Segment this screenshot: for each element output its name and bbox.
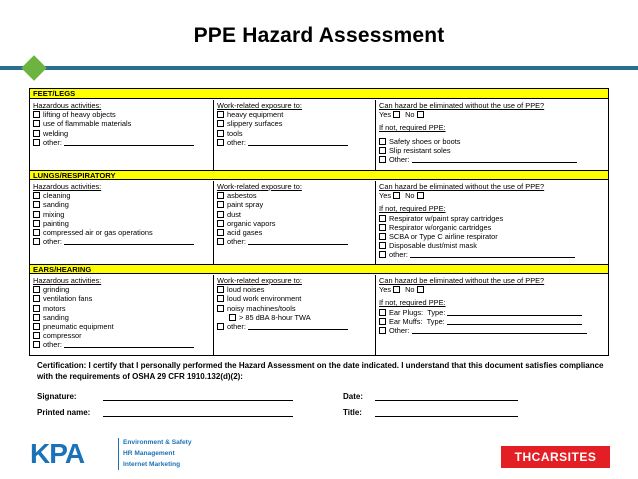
activity-item: compressed air or gas operations (33, 228, 211, 237)
no-checkbox[interactable] (417, 192, 424, 199)
checkbox[interactable] (33, 305, 40, 312)
checkbox[interactable] (33, 238, 40, 245)
activity-item: other: (33, 138, 211, 147)
checkbox[interactable] (217, 295, 224, 302)
diamond-icon (21, 55, 46, 80)
ppe-item: Other: (379, 326, 605, 335)
activity-item: pneumatic equipment (33, 322, 211, 331)
column-divider (375, 275, 376, 356)
date-label: Date: (343, 392, 364, 401)
ppe-item: Safety shoes or boots (379, 137, 605, 146)
ears-activities (33, 276, 211, 350)
checkbox[interactable] (33, 139, 40, 146)
checkbox[interactable] (217, 111, 224, 118)
other-line[interactable] (248, 323, 348, 330)
checkbox[interactable] (217, 238, 224, 245)
lungs-exposure (217, 182, 373, 246)
checkbox[interactable] (33, 201, 40, 208)
exposure-item: asbestos (217, 191, 373, 200)
checkbox[interactable] (33, 229, 40, 236)
checkbox[interactable] (217, 201, 224, 208)
checkbox[interactable] (379, 138, 386, 145)
column-divider (375, 100, 376, 170)
checkbox[interactable] (217, 211, 224, 218)
yes-checkbox[interactable] (393, 111, 400, 118)
checkbox[interactable] (33, 111, 40, 118)
exposure-item: acid gases (217, 228, 373, 237)
kpa-logo: KPA (30, 438, 85, 469)
checkbox[interactable] (229, 314, 236, 321)
exposure-item: organic vapors (217, 219, 373, 228)
eliminate-question: Can hazard be eliminated without the use of PPE? (379, 182, 545, 191)
printed-name-label: Printed name: (37, 408, 91, 417)
feet-exposure (217, 101, 373, 147)
checkbox[interactable] (379, 242, 386, 249)
kpa-tagline: HR Management (123, 450, 175, 457)
exposure-label: Work-related exposure to: (217, 101, 302, 110)
type-line[interactable] (447, 318, 582, 325)
activities-label: Hazardous activities: (33, 182, 102, 191)
checkbox[interactable] (217, 286, 224, 293)
assessment-form (29, 88, 609, 356)
no-checkbox[interactable] (417, 111, 424, 118)
certification-text: Certification: I certify that I personally performed the Hazard Assessment on the date indicated. I understand that this document satisfies compliance with the requirements of OSHA 29 CFR 1910.132(d)(2): (37, 361, 604, 381)
yes-no-row: Yes No (379, 110, 605, 119)
ears-exposure (217, 276, 373, 331)
column-divider (213, 100, 214, 170)
exposure-item: other: (217, 322, 373, 331)
checkbox[interactable] (217, 323, 224, 330)
kpa-tagline: Internet Marketing (123, 461, 181, 468)
yes-checkbox[interactable] (393, 286, 400, 293)
title-label: Title: (343, 408, 362, 417)
eliminate-question: Can hazard be eliminated without the use of PPE? (379, 101, 545, 110)
title-line[interactable] (375, 416, 518, 417)
activity-item: other: (33, 237, 211, 246)
yes-no-row: Yes No (379, 285, 605, 294)
activities-label: Hazardous activities: (33, 276, 102, 285)
other-line[interactable] (248, 238, 348, 245)
if-not-label: If not, required PPE: (379, 298, 446, 308)
no-checkbox[interactable] (417, 286, 424, 293)
activity-item: painting (33, 219, 211, 228)
checkbox[interactable] (217, 192, 224, 199)
exposure-item: loud noises (217, 285, 373, 294)
exposure-item: paint spray (217, 200, 373, 209)
activity-item: other: (33, 340, 211, 349)
other-line[interactable] (64, 341, 194, 348)
checkbox[interactable] (217, 305, 224, 312)
exposure-item: loud work environment (217, 294, 373, 303)
checkbox[interactable] (217, 139, 224, 146)
exposure-item: noisy machines/tools (217, 304, 373, 313)
exposure-label: Work-related exposure to: (217, 276, 302, 285)
type-line[interactable] (447, 309, 582, 316)
section-header-ears: EARS/HEARING (30, 264, 608, 274)
yes-no-row: Yes No (379, 191, 605, 200)
ppe-item: Ear Muffs: Type: (379, 317, 605, 326)
ppe-item: SCBA or Type C airline respirator (379, 232, 605, 241)
ppe-item: Respirator w/paint spray cartridges (379, 214, 605, 223)
checkbox[interactable] (217, 120, 224, 127)
checkbox[interactable] (379, 318, 386, 325)
checkbox[interactable] (33, 314, 40, 321)
activity-item: grinding (33, 285, 211, 294)
activity-item: use of flammable materials (33, 119, 211, 128)
yes-checkbox[interactable] (393, 192, 400, 199)
checkbox[interactable] (33, 211, 40, 218)
ears-ppe (379, 276, 605, 335)
other-line[interactable] (64, 139, 194, 146)
ppe-item: Ear Plugs: Type: (379, 308, 605, 317)
activity-item: motors (33, 304, 211, 313)
ppe-item: Disposable dust/mist mask (379, 241, 605, 250)
exposure-label: Work-related exposure to: (217, 182, 302, 191)
thcarsites-logo: THCARSITES (501, 446, 610, 468)
ppe-item: Other: (379, 155, 605, 164)
header-divider (0, 66, 638, 70)
if-not-label: If not, required PPE: (379, 204, 446, 214)
checkbox[interactable] (379, 147, 386, 154)
checkbox[interactable] (33, 332, 40, 339)
checkbox[interactable] (33, 295, 40, 302)
exposure-item: slippery surfaces (217, 119, 373, 128)
activity-item: compressor (33, 331, 211, 340)
column-divider (213, 275, 214, 356)
activity-item: lifting of heavy objects (33, 110, 211, 119)
feet-activities (33, 101, 211, 147)
column-divider (375, 181, 376, 264)
checkbox[interactable] (33, 192, 40, 199)
lungs-ppe (379, 182, 605, 260)
kpa-tagline: Environment & Safety (123, 439, 192, 446)
lungs-activities (33, 182, 211, 246)
printed-name-line[interactable] (103, 416, 293, 417)
section-header-feet-legs: FEET/LEGS (30, 89, 608, 99)
checkbox[interactable] (379, 251, 386, 258)
activities-label: Hazardous activities: (33, 101, 102, 110)
exposure-item: other: (217, 138, 373, 147)
if-not-label: If not, required PPE: (379, 123, 446, 133)
checkbox[interactable] (33, 220, 40, 227)
ppe-item: other: (379, 250, 605, 259)
ppe-item: Slip resistant soles (379, 146, 605, 155)
exposure-item: tools (217, 129, 373, 138)
exposure-item: other: (217, 237, 373, 246)
checkbox[interactable] (379, 309, 386, 316)
checkbox[interactable] (33, 130, 40, 137)
activity-item: ventilation fans (33, 294, 211, 303)
checkbox[interactable] (217, 229, 224, 236)
activity-item: cleaning (33, 191, 211, 200)
exposure-item: > 85 dBA 8-hour TWA (217, 313, 373, 322)
checkbox[interactable] (33, 286, 40, 293)
other-line[interactable] (64, 238, 194, 245)
checkbox[interactable] (379, 233, 386, 240)
checkbox[interactable] (33, 323, 40, 330)
checkbox[interactable] (33, 341, 40, 348)
activity-item: sanding (33, 200, 211, 209)
checkbox[interactable] (33, 120, 40, 127)
signature-label: Signature: (37, 392, 77, 401)
eliminate-question: Can hazard be eliminated without the use of PPE? (379, 276, 545, 285)
exposure-item: heavy equipment (217, 110, 373, 119)
activity-item: mixing (33, 210, 211, 219)
kpa-divider (118, 438, 119, 470)
other-line[interactable] (410, 251, 575, 258)
checkbox[interactable] (379, 156, 386, 163)
feet-ppe (379, 101, 605, 164)
page-title: PPE Hazard Assessment (193, 24, 445, 47)
checkbox[interactable] (217, 220, 224, 227)
other-line[interactable] (412, 156, 577, 163)
other-line[interactable] (412, 327, 587, 334)
checkbox[interactable] (379, 215, 386, 222)
checkbox[interactable] (379, 224, 386, 231)
date-line[interactable] (375, 400, 518, 401)
activity-item: welding (33, 129, 211, 138)
signature-line[interactable] (103, 400, 293, 401)
exposure-item: dust (217, 210, 373, 219)
section-header-lungs: LUNGS/RESPIRATORY (30, 170, 608, 180)
column-divider (213, 181, 214, 264)
other-line[interactable] (248, 139, 348, 146)
checkbox[interactable] (217, 130, 224, 137)
checkbox[interactable] (379, 327, 386, 334)
activity-item: sanding (33, 313, 211, 322)
ppe-item: Respirator w/organic cartridges (379, 223, 605, 232)
